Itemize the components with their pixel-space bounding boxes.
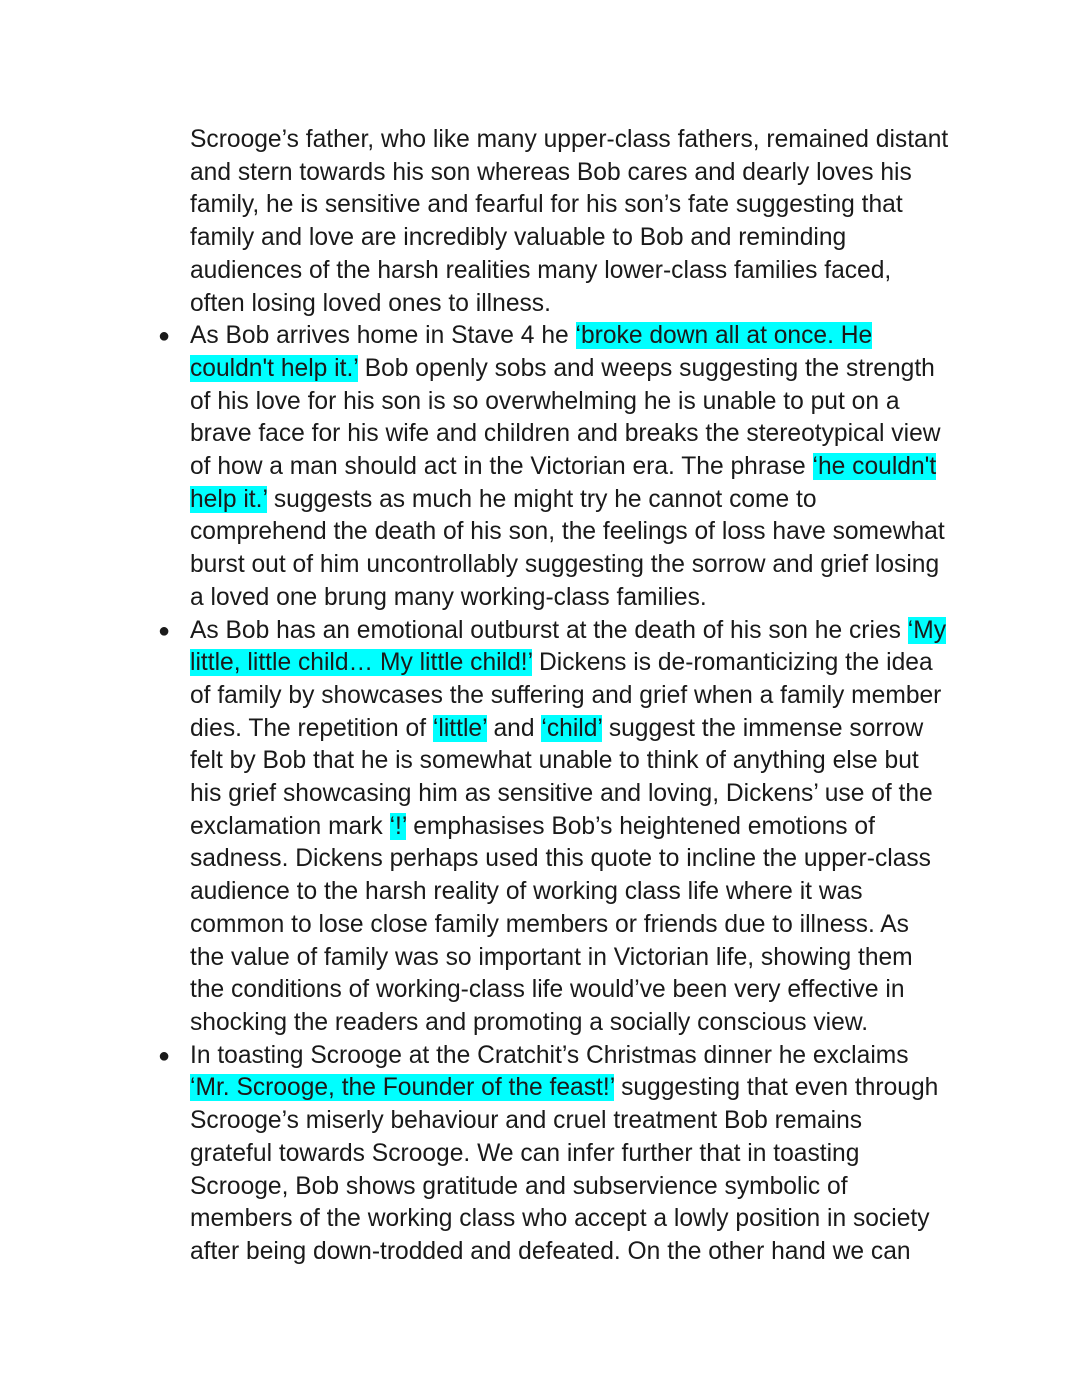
highlighted-quote: ‘My	[907, 616, 947, 644]
text-run: Scrooge, Bob shows gratitude and subservience symbolic of	[190, 1172, 848, 1200]
text-run: shocking the readers and promoting a socially conscious view.	[190, 1008, 869, 1036]
highlighted-quote: help it.’	[190, 485, 268, 513]
bullet-dot-icon: ●	[158, 619, 171, 642]
bullet-item	[158, 1040, 970, 1269]
text-run: brave face for his wife and children and breaks the stereotypical view	[190, 420, 941, 448]
text-line	[190, 1138, 970, 1171]
highlighted-quote: ‘child’	[541, 714, 602, 742]
highlighted-quote: ‘little’	[432, 714, 487, 742]
text-line	[190, 549, 970, 582]
text-run: the conditions of working-class life would’ve been very effective in	[190, 976, 905, 1004]
text-run: As Bob arrives home in Stave 4 he	[190, 322, 576, 350]
essay-body	[158, 124, 970, 1269]
text-line	[190, 386, 970, 419]
text-line	[190, 680, 970, 713]
text-line: audiences of the harsh realities many lower-class families faced,	[190, 256, 892, 284]
bullet-item	[158, 320, 970, 614]
text-run: of family by showcases the suffering and grief when a family member	[190, 681, 942, 709]
text-line	[190, 1105, 970, 1138]
bullet-dot-icon: ●	[158, 325, 171, 348]
text-run: after being down-trodded and defeated. On the other hand we can	[190, 1237, 911, 1265]
text-line	[190, 909, 970, 942]
text-line	[190, 582, 970, 615]
text-run: Bob openly sobs and weeps suggesting the strength	[357, 354, 935, 382]
text-line	[190, 876, 970, 909]
text-line	[190, 778, 970, 811]
text-run: As Bob has an emotional outburst at the death of his son he cries	[190, 616, 908, 644]
text-line: Scrooge’s father, who like many upper-class fathers, remained distant	[190, 126, 949, 153]
text-run: suggest the immense sorrow	[601, 714, 924, 742]
text-line	[190, 353, 970, 386]
text-line	[190, 1072, 970, 1105]
text-line	[190, 647, 970, 680]
text-run: grateful towards Scrooge. We can infer further that in toasting	[190, 1139, 860, 1167]
text-run: comprehend the death of his son, the feelings of loss have somewhat	[190, 518, 945, 546]
text-line	[190, 811, 970, 844]
highlighted-quote: ‘broke down all at once. He	[575, 322, 873, 350]
text-run: sadness. Dickens perhaps used this quote to incline the upper-class	[190, 845, 931, 873]
highlighted-quote: ‘Mr. Scrooge, the Founder of the feast!’	[190, 1074, 615, 1102]
text-line	[190, 516, 970, 549]
text-line	[190, 974, 970, 1007]
text-line	[190, 745, 970, 778]
text-line	[190, 418, 970, 451]
text-line	[190, 451, 970, 484]
text-line: often losing loved ones to illness.	[190, 289, 551, 317]
highlighted-quote: ‘he couldn't	[812, 453, 937, 481]
bullet-list	[158, 320, 970, 1268]
text-line	[190, 615, 970, 648]
text-run: dies. The repetition of	[190, 714, 433, 742]
text-run: Dickens is de-romanticizing the idea	[532, 649, 933, 677]
text-line	[190, 320, 970, 353]
text-line	[190, 713, 970, 746]
bullet-dot-icon: ●	[158, 1044, 171, 1067]
text-run: suggests as much he might try he cannot come to	[267, 485, 817, 513]
text-line	[190, 942, 970, 975]
highlighted-quote: little, little child… My little child!’	[190, 649, 533, 677]
text-run: members of the working class who accept a lowly position in society	[190, 1205, 930, 1233]
text-run: audience to the harsh reality of working class life where it was	[190, 878, 863, 906]
text-line	[190, 1007, 970, 1040]
text-run: burst out of him uncontrollably suggesting the sorrow and grief losing	[190, 551, 940, 579]
text-line: and stern towards his son whereas Bob cares and dearly loves his	[190, 158, 912, 186]
highlighted-quote: ‘!’	[389, 812, 407, 840]
text-run: In toasting Scrooge at the Cratchit’s Christmas dinner he exclaims	[190, 1041, 909, 1069]
text-run: emphasises Bob’s heightened emotions of	[406, 812, 875, 840]
intro-paragraph	[190, 124, 970, 320]
text-line	[190, 1203, 970, 1236]
text-run: common to lose close family members or friends due to illness. As	[190, 910, 909, 938]
bullet-item	[158, 615, 970, 1040]
text-line: family, he is sensitive and fearful for his son’s fate suggesting that	[190, 191, 903, 219]
text-run: a loved one brung many working-class families.	[190, 583, 707, 611]
text-run: suggesting that even through	[614, 1074, 939, 1102]
highlighted-quote: couldn't help it.’	[190, 354, 358, 382]
text-run: Scrooge’s miserly behaviour and cruel treatment Bob remains	[190, 1107, 863, 1135]
text-run: his grief showcasing him as sensitive and loving, Dickens’ use of the	[190, 780, 933, 808]
text-run: exclamation mark	[190, 812, 390, 840]
text-line: family and love are incredibly valuable to Bob and reminding	[190, 224, 847, 252]
text-run: felt by Bob that he is somewhat unable to think of anything else but	[190, 747, 919, 775]
text-line	[190, 1236, 970, 1269]
text-line	[190, 484, 970, 517]
text-line	[190, 843, 970, 876]
text-run: of his love for his son is so overwhelming he is unable to put on a	[190, 387, 900, 415]
text-line	[190, 1040, 970, 1073]
text-run: and	[486, 714, 542, 742]
text-run: of how a man should act in the Victorian era. The phrase	[190, 453, 813, 481]
text-run: the value of family was so important in Victorian life, showing them	[190, 943, 913, 971]
text-line	[190, 1171, 970, 1204]
